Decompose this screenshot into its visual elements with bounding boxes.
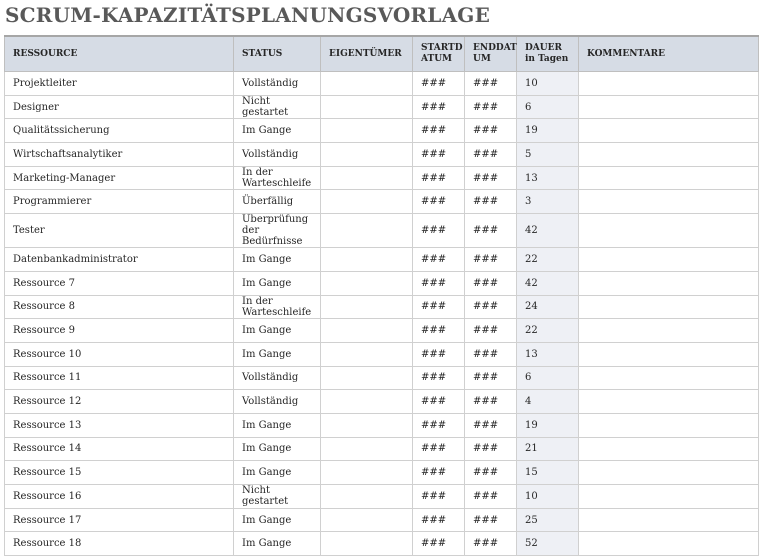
capacity-table [4, 35, 759, 556]
cell-eigentuemer[interactable] [321, 166, 413, 190]
cell-enddatum[interactable]: ### [465, 461, 517, 485]
cell-dauer[interactable]: 10 [517, 72, 579, 96]
cell-dauer[interactable]: 24 [517, 295, 579, 319]
cell-kommentar[interactable] [579, 190, 759, 214]
cell-status[interactable]: Im Gange [234, 532, 321, 556]
cell-enddatum[interactable]: ### [465, 390, 517, 414]
cell-kommentar[interactable] [579, 72, 759, 96]
cell-status[interactable]: Im Gange [234, 437, 321, 461]
table-row [5, 437, 759, 461]
page-title: SCRUM-KAPAZITÄTSPLANUNGSVORLAGE [5, 3, 491, 27]
cell-status[interactable]: In der Warteschleife [234, 295, 321, 319]
table-row [5, 119, 759, 143]
cell-startdatum[interactable]: ### [413, 271, 465, 295]
cell-kommentar[interactable] [579, 532, 759, 556]
cell-dauer[interactable]: 42 [517, 271, 579, 295]
cell-status[interactable]: Im Gange [234, 319, 321, 343]
cell-eigentuemer[interactable] [321, 271, 413, 295]
cell-ressource[interactable]: Qualitätssicherung [5, 119, 234, 143]
cell-ressource[interactable]: Ressource 18 [5, 532, 234, 556]
cell-dauer[interactable]: 21 [517, 437, 579, 461]
cell-kommentar[interactable] [579, 166, 759, 190]
cell-ressource[interactable]: Ressource 15 [5, 461, 234, 485]
table-row [5, 95, 759, 119]
cell-kommentar[interactable] [579, 214, 759, 248]
cell-eigentuemer[interactable] [321, 508, 413, 532]
cell-startdatum[interactable]: ### [413, 319, 465, 343]
cell-status[interactable]: Überprüfung der Bedürfnisse [234, 214, 321, 248]
cell-kommentar[interactable] [579, 119, 759, 143]
cell-ressource[interactable]: Ressource 16 [5, 485, 234, 509]
cell-enddatum[interactable]: ### [465, 532, 517, 556]
cell-dauer[interactable]: 15 [517, 461, 579, 485]
cell-status[interactable]: Im Gange [234, 271, 321, 295]
table-row [5, 271, 759, 295]
cell-enddatum[interactable]: ### [465, 485, 517, 509]
cell-enddatum[interactable]: ### [465, 214, 517, 248]
cell-startdatum[interactable]: ### [413, 295, 465, 319]
cell-dauer[interactable]: 22 [517, 248, 579, 272]
cell-ressource[interactable]: Programmierer [5, 190, 234, 214]
cell-eigentuemer[interactable] [321, 214, 413, 248]
table-row [5, 485, 759, 509]
cell-status[interactable]: Nicht gestartet [234, 485, 321, 509]
cell-kommentar[interactable] [579, 295, 759, 319]
cell-kommentar[interactable] [579, 271, 759, 295]
cell-enddatum[interactable]: ### [465, 437, 517, 461]
cell-startdatum[interactable]: ### [413, 214, 465, 248]
table-row [5, 248, 759, 272]
header-status[interactable]: STATUS [234, 36, 321, 72]
cell-ressource[interactable]: Datenbankadministrator [5, 248, 234, 272]
cell-startdatum[interactable]: ### [413, 342, 465, 366]
cell-eigentuemer[interactable] [321, 485, 413, 509]
cell-dauer[interactable]: 5 [517, 143, 579, 167]
cell-eigentuemer[interactable] [321, 366, 413, 390]
cell-startdatum[interactable]: ### [413, 143, 465, 167]
cell-startdatum[interactable]: ### [413, 532, 465, 556]
table-row [5, 214, 759, 248]
cell-kommentar[interactable] [579, 342, 759, 366]
header-dauer[interactable]: DAUER in Tagen [517, 36, 579, 72]
cell-status[interactable]: Im Gange [234, 461, 321, 485]
cell-startdatum[interactable]: ### [413, 390, 465, 414]
cell-dauer[interactable]: 42 [517, 214, 579, 248]
cell-kommentar[interactable] [579, 143, 759, 167]
table-row [5, 413, 759, 437]
cell-kommentar[interactable] [579, 390, 759, 414]
cell-kommentar[interactable] [579, 319, 759, 343]
table-row [5, 319, 759, 343]
cell-enddatum[interactable]: ### [465, 166, 517, 190]
table-row [5, 461, 759, 485]
header-row [5, 36, 759, 72]
cell-enddatum[interactable]: ### [465, 143, 517, 167]
cell-startdatum[interactable]: ### [413, 166, 465, 190]
cell-eigentuemer[interactable] [321, 295, 413, 319]
header-kommentare[interactable]: KOMMENTARE [579, 36, 759, 72]
cell-enddatum[interactable]: ### [465, 413, 517, 437]
cell-enddatum[interactable]: ### [465, 248, 517, 272]
table-row [5, 390, 759, 414]
cell-dauer[interactable]: 19 [517, 413, 579, 437]
cell-kommentar[interactable] [579, 95, 759, 119]
cell-eigentuemer[interactable] [321, 95, 413, 119]
cell-status[interactable]: Vollständig [234, 366, 321, 390]
cell-enddatum[interactable]: ### [465, 190, 517, 214]
cell-startdatum[interactable]: ### [413, 461, 465, 485]
header-ressource[interactable]: RESSOURCE [5, 36, 234, 72]
cell-eigentuemer[interactable] [321, 319, 413, 343]
cell-kommentar[interactable] [579, 437, 759, 461]
cell-status[interactable]: In der Warteschleife [234, 166, 321, 190]
table-row [5, 143, 759, 167]
cell-enddatum[interactable]: ### [465, 342, 517, 366]
cell-eigentuemer[interactable] [321, 413, 413, 437]
cell-ressource[interactable]: Ressource 10 [5, 342, 234, 366]
cell-eigentuemer[interactable] [321, 248, 413, 272]
cell-eigentuemer[interactable] [321, 143, 413, 167]
cell-status[interactable]: Nicht gestartet [234, 95, 321, 119]
cell-eigentuemer[interactable] [321, 461, 413, 485]
cell-startdatum[interactable]: ### [413, 508, 465, 532]
cell-startdatum[interactable]: ### [413, 485, 465, 509]
cell-eigentuemer[interactable] [321, 72, 413, 96]
cell-kommentar[interactable] [579, 366, 759, 390]
header-eigentuemer[interactable]: EIGENTÜMER [321, 36, 413, 72]
cell-ressource[interactable]: Ressource 17 [5, 508, 234, 532]
table-row [5, 342, 759, 366]
cell-status[interactable]: Im Gange [234, 413, 321, 437]
cell-eigentuemer[interactable] [321, 190, 413, 214]
cell-dauer[interactable]: 22 [517, 319, 579, 343]
cell-dauer[interactable]: 13 [517, 166, 579, 190]
cell-startdatum[interactable]: ### [413, 95, 465, 119]
cell-enddatum[interactable]: ### [465, 319, 517, 343]
cell-kommentar[interactable] [579, 485, 759, 509]
header-startdatum[interactable]: STARTD ATUM [413, 36, 465, 72]
cell-startdatum[interactable]: ### [413, 190, 465, 214]
table-row [5, 508, 759, 532]
cell-kommentar[interactable] [579, 461, 759, 485]
cell-ressource[interactable]: Ressource 8 [5, 295, 234, 319]
cell-ressource[interactable]: Ressource 7 [5, 271, 234, 295]
table-row [5, 166, 759, 190]
cell-kommentar[interactable] [579, 413, 759, 437]
cell-dauer[interactable]: 6 [517, 366, 579, 390]
cell-enddatum[interactable]: ### [465, 508, 517, 532]
cell-enddatum[interactable]: ### [465, 366, 517, 390]
table-row [5, 295, 759, 319]
cell-startdatum[interactable]: ### [413, 366, 465, 390]
cell-ressource[interactable]: Tester [5, 214, 234, 248]
cell-startdatum[interactable]: ### [413, 413, 465, 437]
cell-status[interactable]: Im Gange [234, 342, 321, 366]
cell-ressource[interactable]: Ressource 12 [5, 390, 234, 414]
cell-ressource[interactable]: Wirtschaftsanalytiker [5, 143, 234, 167]
cell-ressource[interactable]: Designer [5, 95, 234, 119]
table-row [5, 190, 759, 214]
table-row [5, 366, 759, 390]
cell-dauer[interactable]: 13 [517, 342, 579, 366]
cell-dauer[interactable]: 19 [517, 119, 579, 143]
cell-enddatum[interactable]: ### [465, 72, 517, 96]
cell-kommentar[interactable] [579, 508, 759, 532]
table-row [5, 72, 759, 96]
cell-dauer[interactable]: 25 [517, 508, 579, 532]
cell-dauer[interactable]: 3 [517, 190, 579, 214]
cell-ressource[interactable]: Ressource 11 [5, 366, 234, 390]
cell-eigentuemer[interactable] [321, 437, 413, 461]
cell-eigentuemer[interactable] [321, 532, 413, 556]
cell-dauer[interactable]: 6 [517, 95, 579, 119]
cell-dauer[interactable]: 10 [517, 485, 579, 509]
cell-enddatum[interactable]: ### [465, 295, 517, 319]
cell-status[interactable]: Vollständig [234, 143, 321, 167]
cell-dauer[interactable]: 4 [517, 390, 579, 414]
cell-eigentuemer[interactable] [321, 342, 413, 366]
cell-status[interactable]: Vollständig [234, 390, 321, 414]
cell-kommentar[interactable] [579, 248, 759, 272]
cell-enddatum[interactable]: ### [465, 95, 517, 119]
table-row [5, 532, 759, 556]
cell-status[interactable]: Im Gange [234, 508, 321, 532]
cell-status[interactable]: Vollständig [234, 72, 321, 96]
cell-ressource[interactable]: Ressource 14 [5, 437, 234, 461]
cell-enddatum[interactable]: ### [465, 271, 517, 295]
cell-status[interactable]: Überfällig [234, 190, 321, 214]
cell-enddatum[interactable]: ### [465, 119, 517, 143]
cell-startdatum[interactable]: ### [413, 248, 465, 272]
cell-startdatum[interactable]: ### [413, 437, 465, 461]
cell-status[interactable]: Im Gange [234, 248, 321, 272]
cell-eigentuemer[interactable] [321, 119, 413, 143]
cell-ressource[interactable]: Ressource 9 [5, 319, 234, 343]
cell-dauer[interactable]: 52 [517, 532, 579, 556]
cell-startdatum[interactable]: ### [413, 119, 465, 143]
header-enddatum[interactable]: ENDDAT UM [465, 36, 517, 72]
cell-status[interactable]: Im Gange [234, 119, 321, 143]
cell-eigentuemer[interactable] [321, 390, 413, 414]
cell-ressource[interactable]: Marketing-Manager [5, 166, 234, 190]
cell-ressource[interactable]: Ressource 13 [5, 413, 234, 437]
cell-ressource[interactable]: Projektleiter [5, 72, 234, 96]
cell-startdatum[interactable]: ### [413, 72, 465, 96]
